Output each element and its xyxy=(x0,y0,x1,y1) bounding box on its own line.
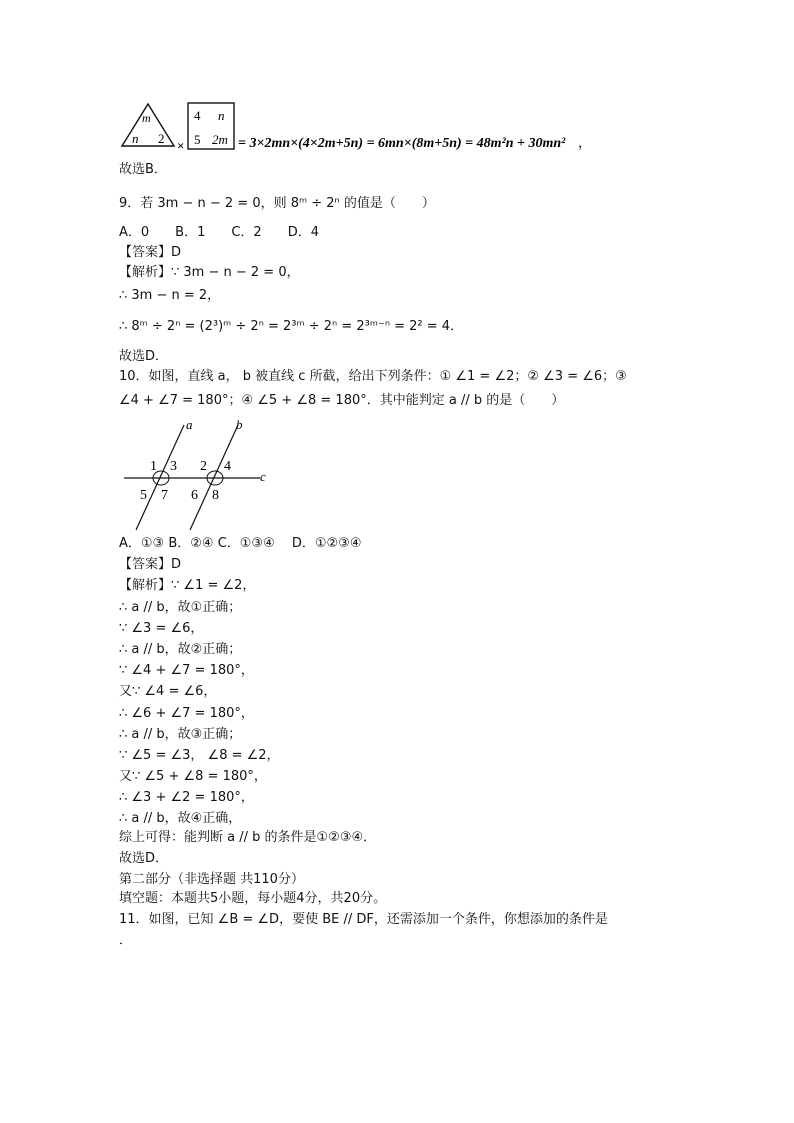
q9-analysis-3: ∴ 8ᵐ ÷ 2ⁿ = (2³)ᵐ ÷ 2ⁿ = 2³ᵐ ÷ 2ⁿ = 2³ᵐ⁻ⁿ = 2² = 4． xyxy=(119,319,464,334)
box-r1c2: n xyxy=(218,108,225,123)
question-11-end: ． xyxy=(119,933,133,948)
angle-label-5: 5 xyxy=(140,488,147,503)
times-symbol: × xyxy=(177,138,185,153)
box-r2c2: 2m xyxy=(212,132,228,147)
box-r1c1: 4 xyxy=(194,108,201,123)
box-r2c1: 5 xyxy=(194,132,201,147)
transversal-figure xyxy=(120,415,280,539)
angle-label-4: 4 xyxy=(224,459,231,474)
triangle-top-label: m xyxy=(142,111,151,125)
angle-label-7: 7 xyxy=(161,488,168,503)
q10-analysis-5: ∵ ∠4 + ∠7 = 180°， xyxy=(119,663,254,678)
q9-options: A．0 B．1 C．2 D．4 xyxy=(119,225,319,240)
q10-analysis-7: ∴ ∠6 + ∠7 = 180°， xyxy=(119,706,254,721)
angle-label-2: 2 xyxy=(200,459,207,474)
q10-analysis-10: 又∵ ∠5 + ∠8 = 180°， xyxy=(119,769,267,784)
question-10-line1: 10．如图，直线 a， b 被直线 c 所截，给出下列条件：① ∠1 = ∠2；② ∠3 = ∠6；③ xyxy=(119,369,627,384)
section-instructions: 填空题：本题共5小题，每小题4分，共20分。 xyxy=(119,891,387,906)
question-11: 11．如图，已知 ∠B = ∠D，要使 BE // DF，还需添加一个条件，你想添加的条件是 xyxy=(119,912,608,927)
triangle-left-label: n xyxy=(132,131,139,146)
angle-label-6: 6 xyxy=(191,488,198,503)
angle-label-1: 1 xyxy=(150,459,157,474)
question-9: 9．若 3m − n − 2 = 0，则 8ᵐ ÷ 2ⁿ 的值是（ ） xyxy=(119,196,435,211)
q10-options: A．①③ B．②④ C．①③④ D．①②③④ xyxy=(119,536,362,551)
formula-tail: ， xyxy=(578,135,592,150)
q9-conclusion: 故选D． xyxy=(119,349,169,364)
formula-text: = 3×2mn×(4×2m+5n) = 6mn×(8m+5n) = 48m²n + 30mn² xyxy=(238,136,566,151)
triangle-box-diagram xyxy=(120,100,600,156)
q10-analysis-11: ∴ ∠3 + ∠2 = 180°， xyxy=(119,790,254,805)
angle-label-3: 3 xyxy=(170,459,177,474)
q10-analysis-6: 又∵ ∠4 = ∠6， xyxy=(119,684,217,699)
lines-diagram xyxy=(120,415,280,535)
angle-label-8: 8 xyxy=(212,488,219,503)
text-line: 故选B． xyxy=(119,162,167,177)
section-heading: 第二部分（非选择题 共110分） xyxy=(119,872,304,887)
question-10-line2: ∠4 + ∠7 = 180°；④ ∠5 + ∠8 = 180°．其中能判定 a // b 的是（ ） xyxy=(119,393,565,408)
q10-summary: 综上可得：能判断 a // b 的条件是①②③④． xyxy=(119,830,377,845)
label-c: c xyxy=(260,469,266,484)
q9-analysis-2: ∴ 3m − n = 2， xyxy=(119,288,221,303)
triangle-right-label: 2 xyxy=(158,131,165,146)
label-a: a xyxy=(186,417,193,432)
q10-analysis-4: ∴ a // b，故②正确； xyxy=(119,642,242,657)
q10-answer: 【答案】D xyxy=(119,557,182,572)
product-figure xyxy=(120,100,600,160)
q9-analysis-1: 【解析】∵ 3m − n − 2 = 0， xyxy=(119,265,300,280)
q10-analysis-1: 【解析】∵ ∠1 = ∠2， xyxy=(119,578,256,593)
label-b: b xyxy=(236,417,243,432)
q10-analysis-3: ∵ ∠3 = ∠6， xyxy=(119,621,204,636)
q10-analysis-12: ∴ a // b，故④正确， xyxy=(119,811,242,826)
q10-analysis-8: ∴ a // b，故③正确； xyxy=(119,727,242,742)
q10-analysis-2: ∴ a // b，故①正确； xyxy=(119,600,242,615)
q10-conclusion: 故选D． xyxy=(119,851,169,866)
q9-answer: 【答案】D xyxy=(119,245,182,260)
q10-analysis-9: ∵ ∠5 = ∠3， ∠8 = ∠2， xyxy=(119,748,280,763)
